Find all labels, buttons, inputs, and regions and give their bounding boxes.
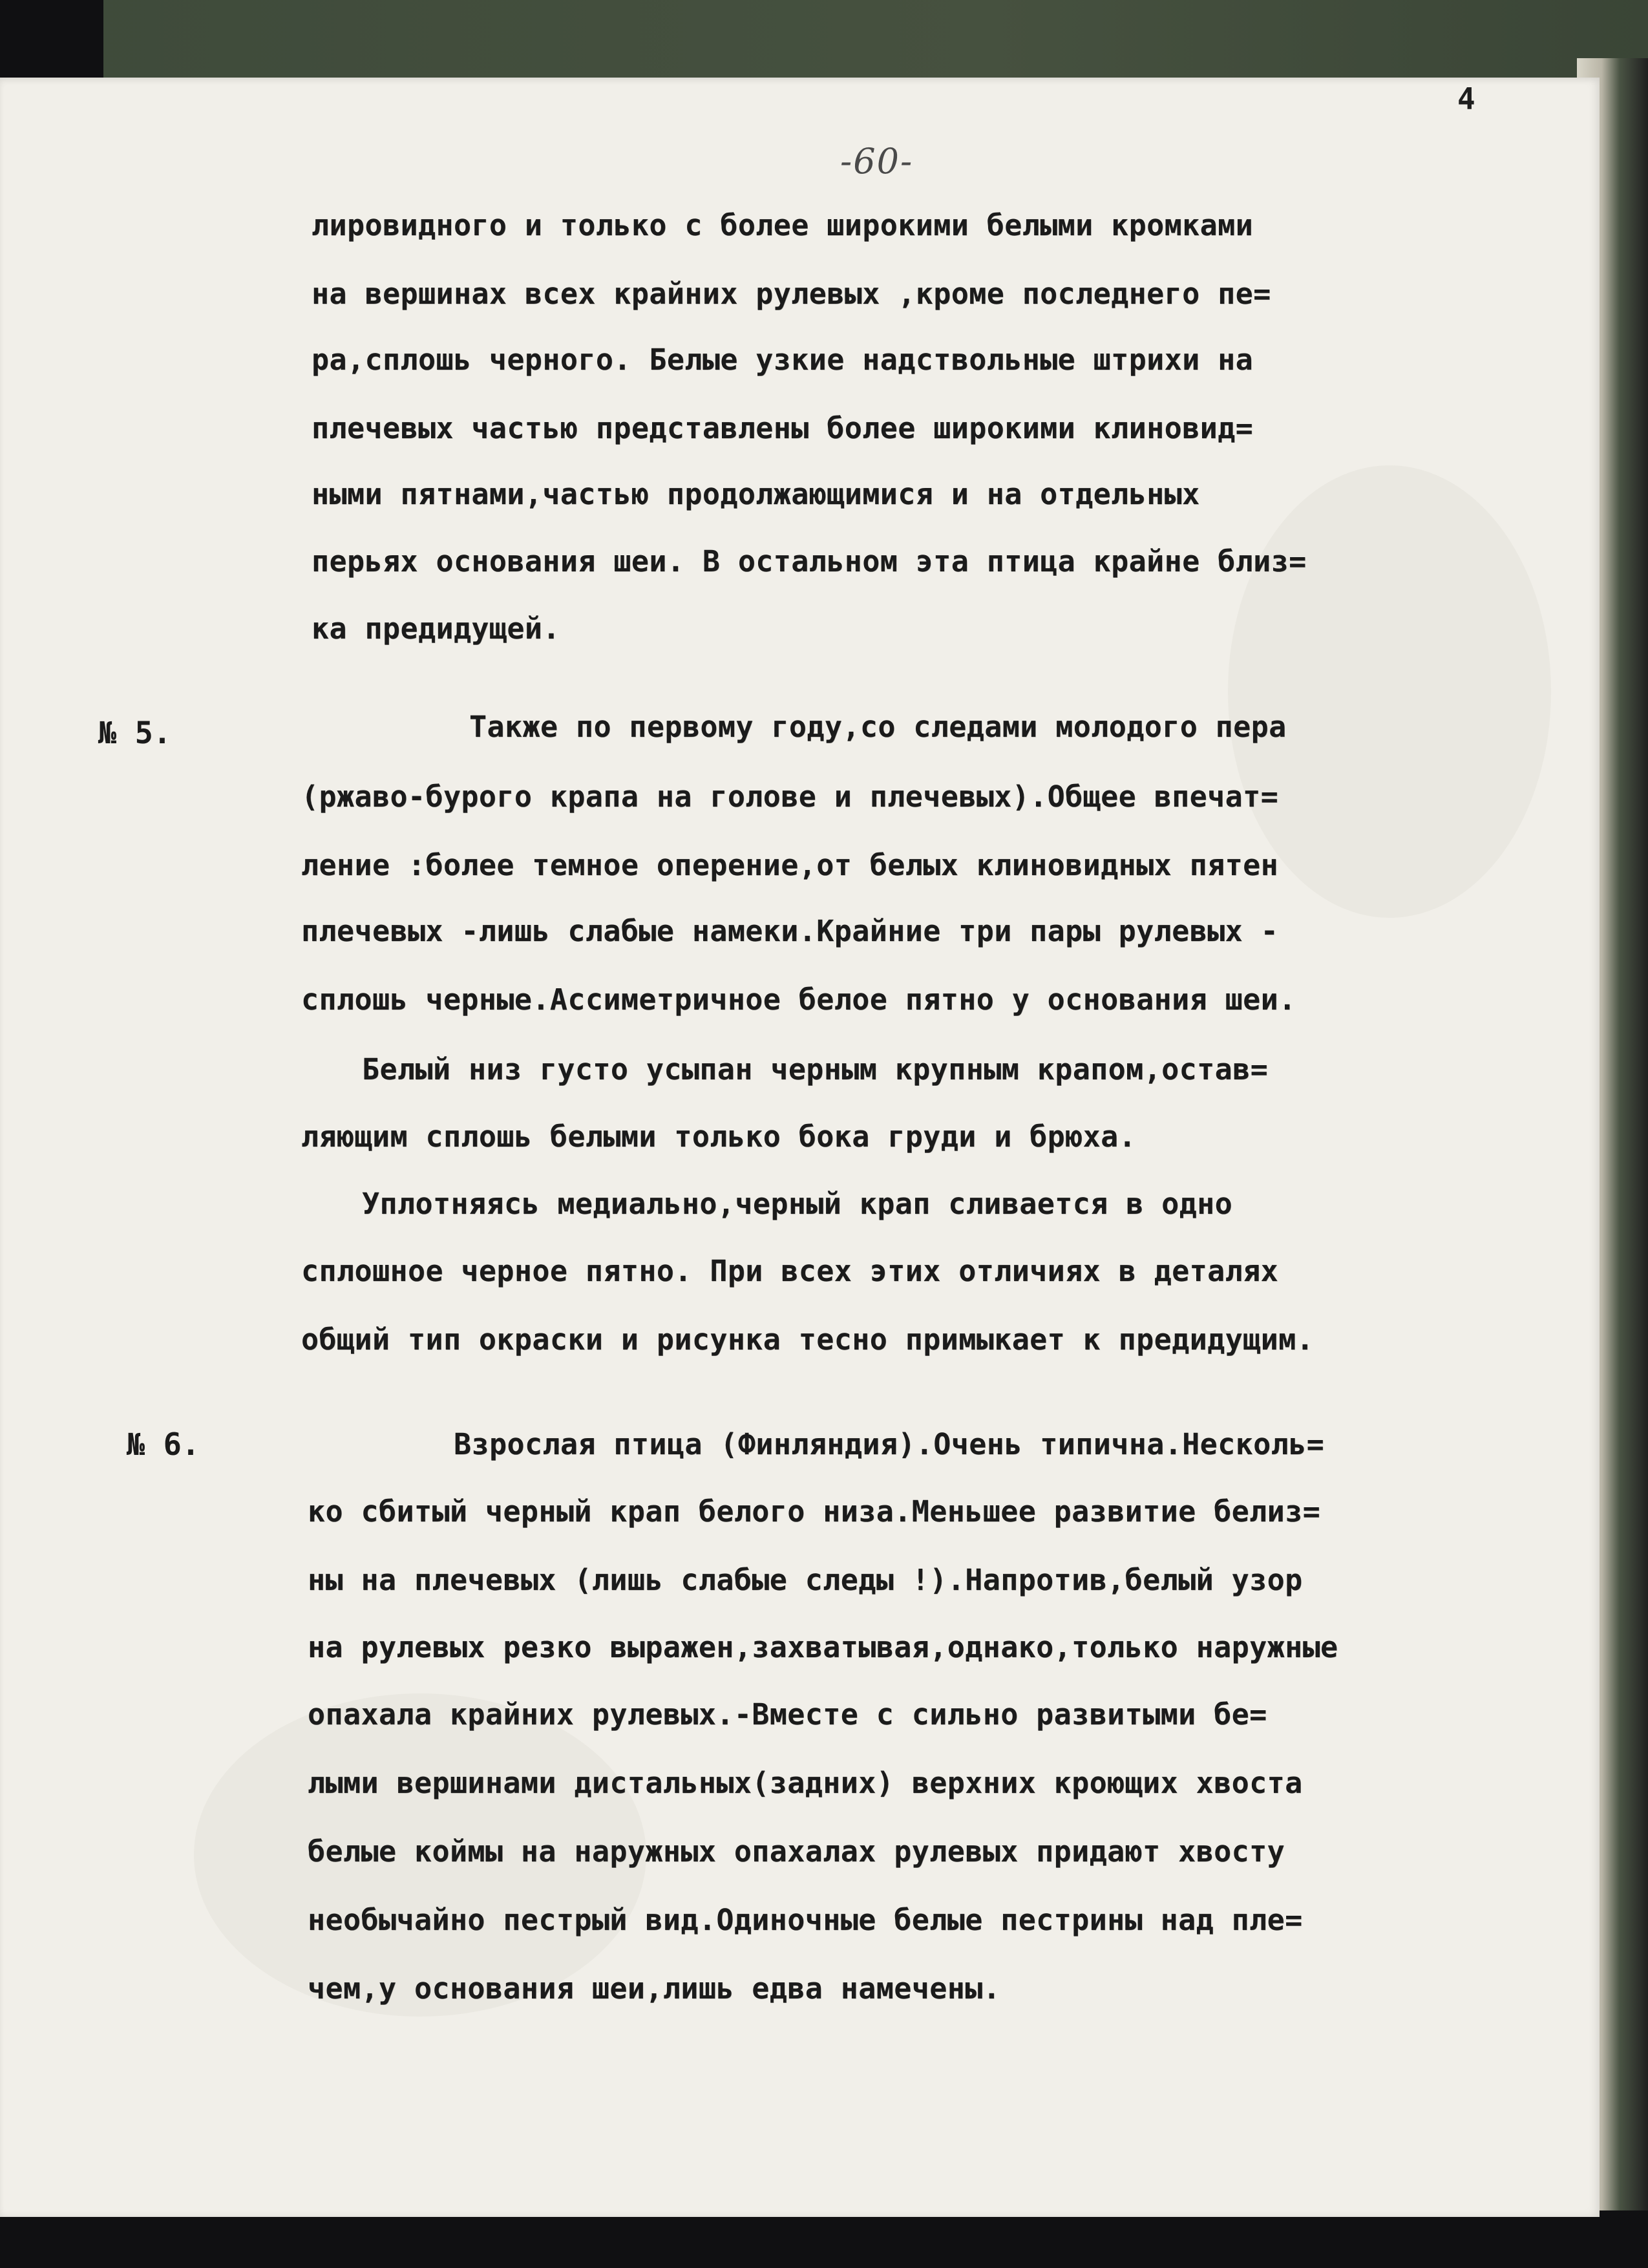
text-line: ляющим сплошь белыми только бока груди и брюха. (301, 1119, 1137, 1154)
text-line: ра,сплошь черного. Белые узкие надствольные штрихи на (312, 343, 1254, 377)
handwritten-folio: -60- (840, 141, 914, 182)
text-line: на рулевых резко выражен,захватывая,однако,только наружные (308, 1630, 1338, 1664)
text-line: ными пятнами,частью продолжающимися и на отдельных (312, 477, 1200, 511)
text-line: ление :более темное оперение,от белых клиновидных пятен (301, 848, 1279, 882)
page-number: 4 (1457, 81, 1475, 116)
scan-edge-bottom (0, 2210, 1648, 2268)
text-line: чем,у основания шеи,лишь едва намечены. (308, 1971, 1001, 2006)
text-line: плечевых частью представлены более широкими клиновид= (312, 411, 1254, 445)
text-line: (ржаво-бурого крапа на голове и плечевых).Общее впечат= (301, 779, 1279, 814)
text-line: ны на плечевых (лишь слабые следы !).Напротив,белый узор (308, 1563, 1303, 1597)
text-line: необычайно пестрый вид.Одиночные белые пестрины над пле= (308, 1903, 1303, 1937)
text-line: общий тип окраски и рисунка тесно примыкает к предидущим. (301, 1322, 1315, 1357)
text-line: плечевых -лишь слабые намеки.Крайние три пары рулевых - (301, 914, 1279, 948)
text-line: Уплотняясь медиально,черный крап сливается в одно (362, 1187, 1233, 1221)
text-line: сплошное черное пятно. При всех этих отличиях в деталях (301, 1254, 1279, 1288)
entry-marker: № 5. (98, 715, 172, 751)
text-line: Также по первому году,со следами молодого пера (469, 710, 1287, 744)
text-line: Взрослая птица (Финляндия).Очень типична.Несколь= (454, 1427, 1325, 1461)
text-line: опахала крайних рулевых.-Вместе с сильно развитыми бе= (308, 1697, 1267, 1732)
text-line: на вершинах всех крайних рулевых ,кроме последнего пе= (312, 277, 1271, 311)
text-line: белые коймы на наружных опахалах рулевых придают хвосту (308, 1834, 1285, 1869)
text-line: сплошь черные.Ассиметричное белое пятно у основания шеи. (301, 982, 1296, 1017)
text-line: Белый низ густо усыпан черным крупным крапом,остав= (362, 1052, 1269, 1086)
text-line: ка предидущей. (312, 611, 560, 646)
text-line: лировидного и только с более широкими белыми кромками (312, 208, 1254, 242)
text-line: перьях основания шеи. В остальном эта птица крайне близ= (312, 544, 1307, 578)
text-line: ко сбитый черный крап белого низа.Меньшее развитие белиз= (308, 1494, 1321, 1529)
entry-marker: № 6. (127, 1427, 200, 1463)
text-line: лыми вершинами дистальных(задних) верхних кроющих хвоста (308, 1766, 1303, 1800)
